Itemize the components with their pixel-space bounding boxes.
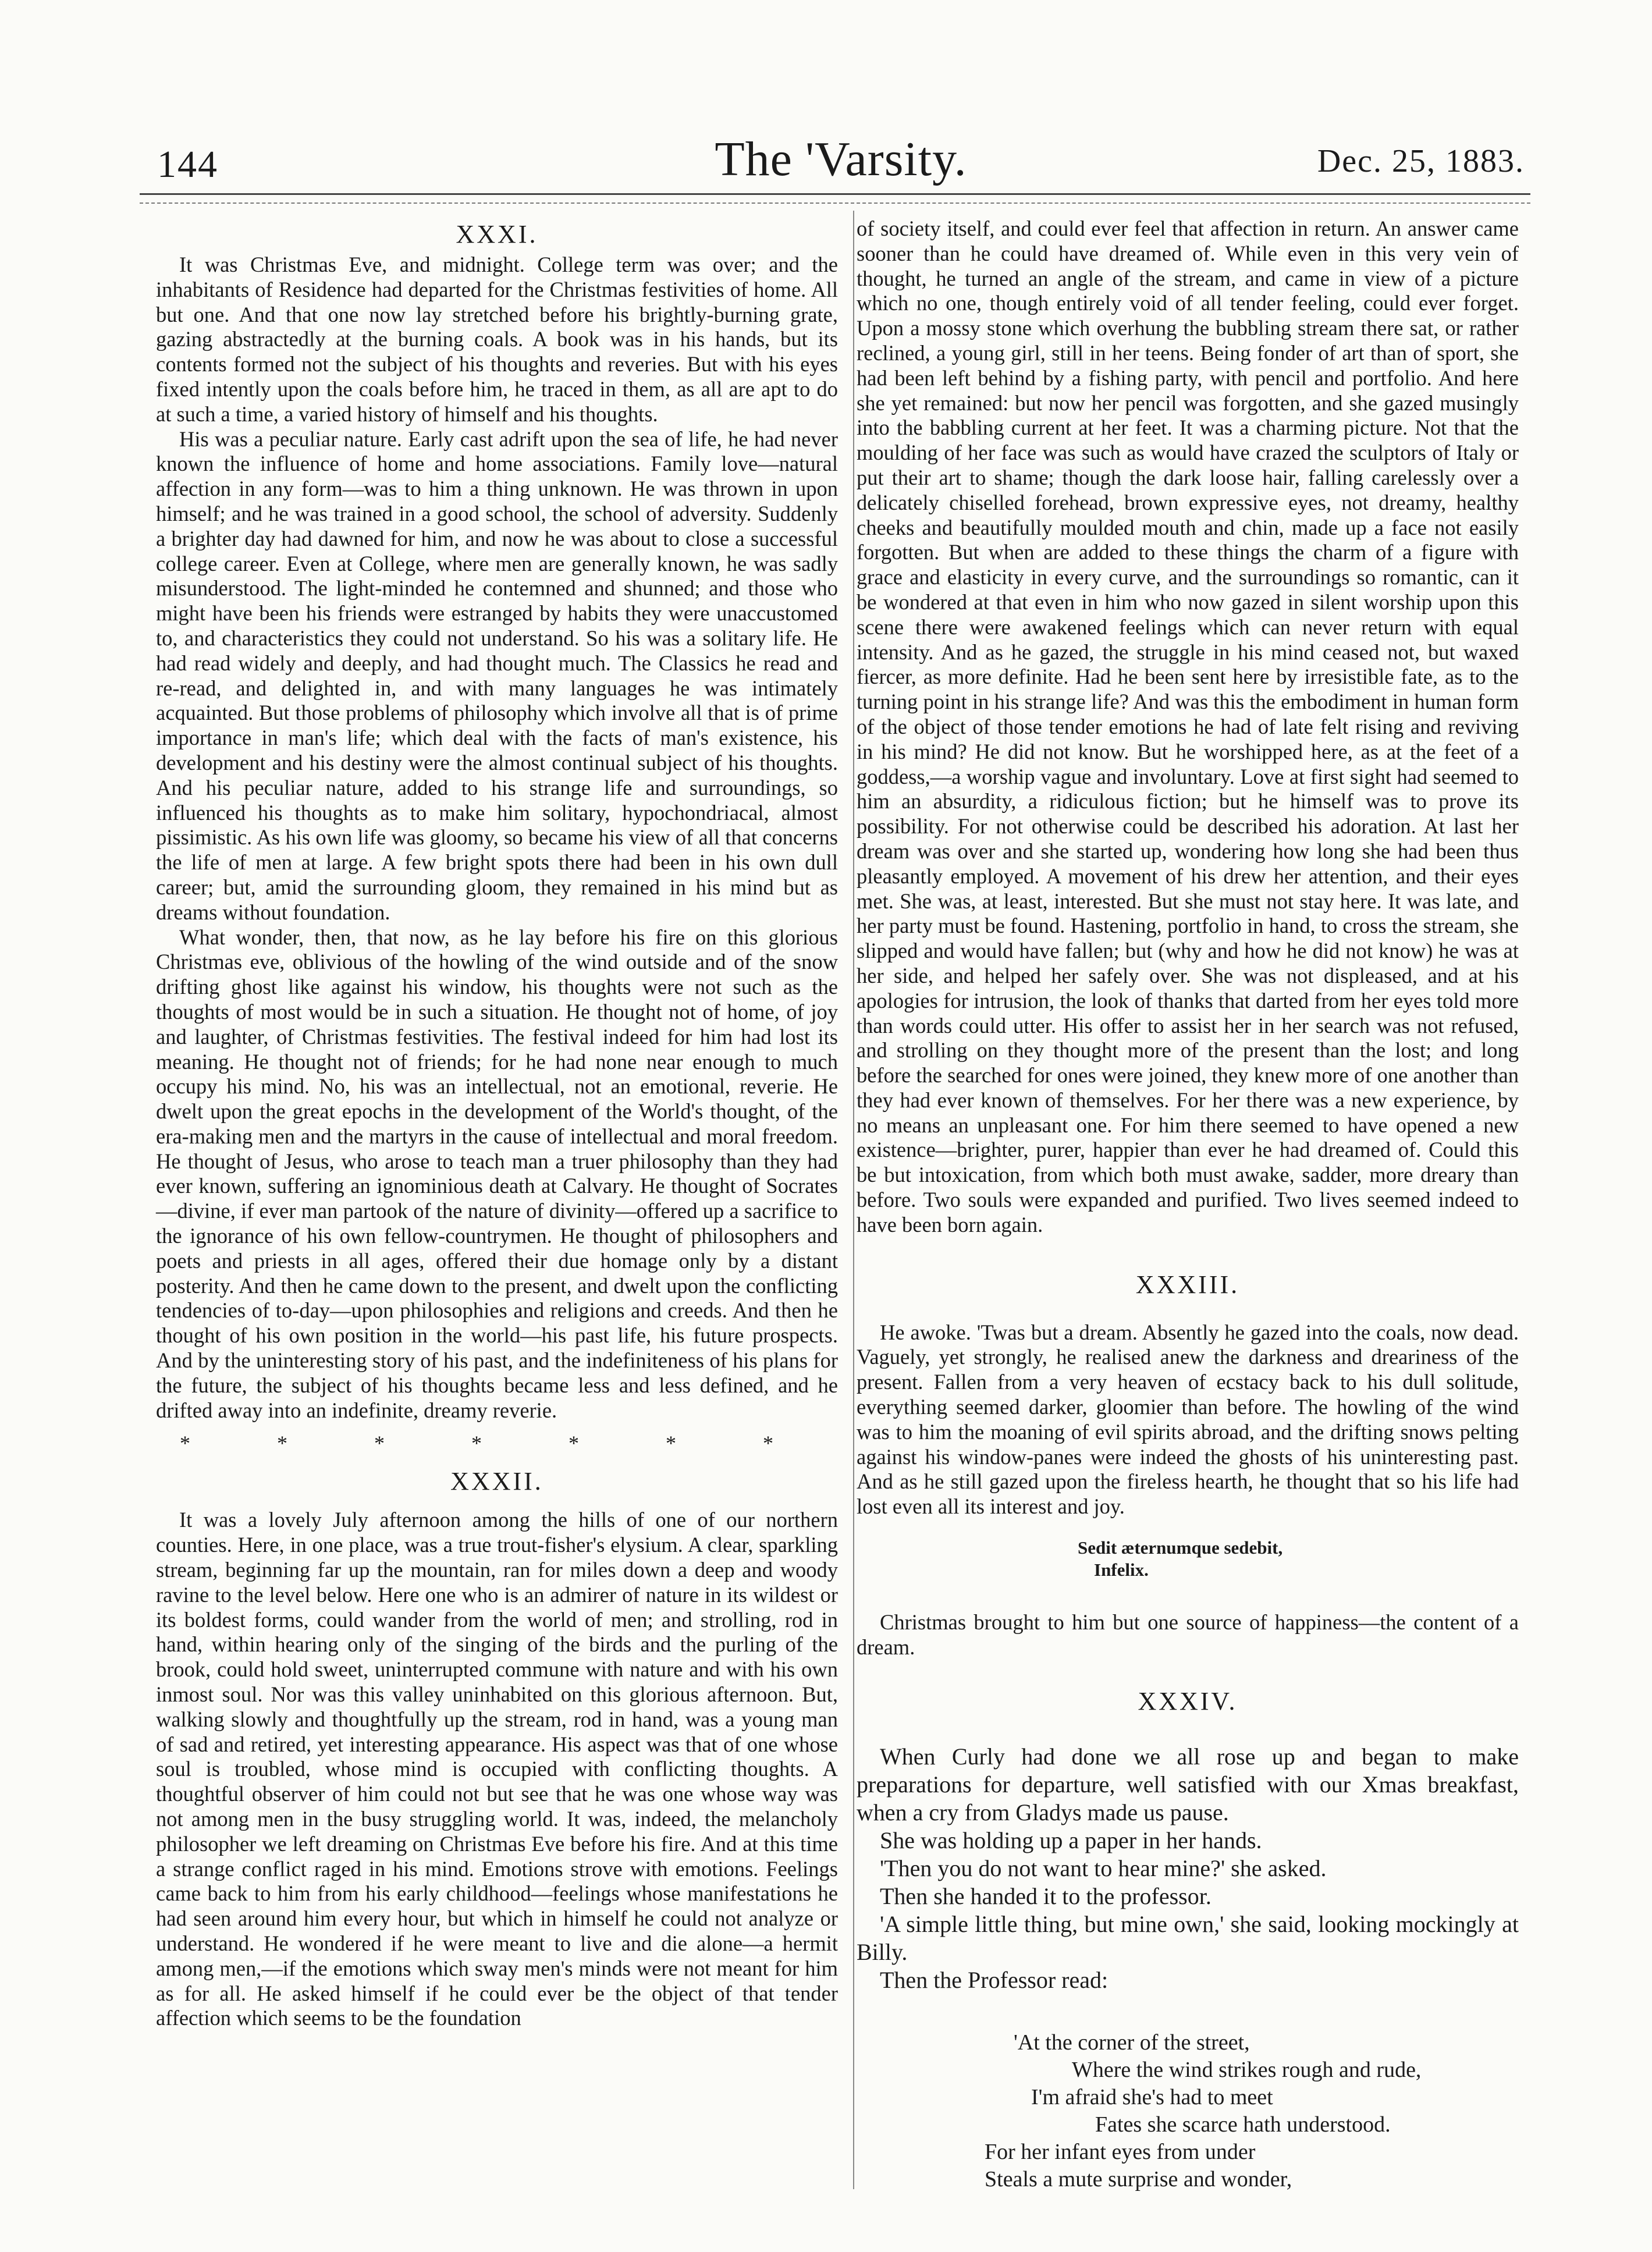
header-rule-dashed xyxy=(140,203,1530,204)
right-column xyxy=(857,216,1519,2193)
poem-line: I'm afraid she's had to meet xyxy=(1031,2084,1273,2109)
section-heading-xxxi: XXXI. xyxy=(456,220,538,248)
paragraph: It was a lovely July afternoon among the hills of one of our northern counties. Here, in one place, was a true trout-fisher's elysium. A clear, sparkling stream, beginning far up the mountain, ran for miles down a deep and woody ravine to the level below. Here one who is an admirer of nature in its wildest or its boldest forms, could wander from the world of men; and strolling, rod in hand, within hearing only of the singing of the birds and the purling of the brook, could hold sweet, uninterrupted commune with nature and with his own inmost soul. Nor was this valley uninhabited on this glorious afternoon. But, walking slowly and thoughtfully up the stream, rod in hand, was a young man of sad and retired, yet interesting appearance. His aspect was that of one whose soul is troubled, whose mind is occupied with conflicting thoughts. A thoughtful observer of him could not but see that he was one whose way was not among men in the busy struggling world. It was, indeed, the melancholy philosopher we left dreaming on Christmas Eve before his fire. And at this time a strange conflict raged in his mind. Emotions strove with emotions. Feelings came back to him from his early childhood—feelings whose manifestations he had seen around him every hour, but which in himself he could not analyze or understand. He wondered if he were meant to live and die alone—a hermit among men,—if the emotions which sway men's minds were not meant for him as for all. He asked himself if he could ever be the object of that tender affection which seems to be the foundation xyxy=(156,1508,838,2030)
column-divider xyxy=(853,211,854,2189)
poem-line: Steals a mute surprise and wonder, xyxy=(985,2166,1292,2191)
section-heading-xxxiii: XXXIII. xyxy=(1135,1270,1240,1299)
section-heading-xxxii: XXXII. xyxy=(450,1467,543,1496)
left-column xyxy=(156,216,838,2031)
latin-quotation xyxy=(1078,1537,1519,1581)
poem-line: Fates she scarce hath understood. xyxy=(1095,2112,1391,2137)
paragraph: His was a peculiar nature. Early cast adrift upon the sea of life, he had never known the influence of home and home associations. Family love—natural affection in any form—was to him a thing unknown. He was thrown in upon himself; and he was trained in a good school, the school of adversity. Suddenly a brighter day had dawned for him, and now he was about to close a successful college career. Even at College, where men are generally known, he was sadly misunderstood. The light-minded he contemned and shunned; and those who might have been his friends were estranged by habits they were unaccustomed to, and characteristics they could not understand. So his was a solitary life. He had read widely and deeply, and had thought much. The Classics he read and re-read, and delighted in, and with many languages he was intimately acquainted. But those problems of philosophy which involve all that is of prime importance in man's life; which deal with the facts of man's existence, his development and his destiny were the almost continual subject of his thoughts. And his peculiar nature, added to his strange life and surroundings, so influenced his thoughts as to make him solitary, hypochondriacal, almost pissimistic. As his own life was gloomy, so became his view of all that concerns the life of men at large. A few bright spots there had been in his own dull career; but, amid the surrounding gloom, they remained in his mind but as dreams without foundation. xyxy=(156,427,838,924)
masthead xyxy=(157,131,1525,195)
header-rule xyxy=(140,193,1530,195)
quote-line: Infelix. xyxy=(1094,1560,1149,1580)
paragraph: When Curly had done we all rose up and began to make preparations for departure, well satisfied with our Xmas breakfast, when a cry from Gladys made us pause. xyxy=(857,1743,1519,1825)
quote-line: Sedit æternumque sedebit, xyxy=(1078,1537,1283,1558)
newspaper-title: The 'Varsity. xyxy=(715,132,967,186)
poem-line: Where the wind strikes rough and rude, xyxy=(1072,2057,1422,2082)
paragraph: He awoke. 'Twas but a dream. Absently he gazed into the coals, now dead. Vaguely, yet strongly, he realised anew the darkness and dreariness of the present. Fallen from a very heaven of ecstacy back to his dull solitude, everything seemed darker, gloomier than before. The howling of the wind was to him the moaning of evil spirits abroad, and the drifting snows pelting against his window-panes were indeed the ghosts of his uninteresting past. And as he still gazed upon the fireless hearth, he thought that so his life had lost even all its interest and joy. xyxy=(857,1320,1519,1519)
paragraph-continued: of society itself, and could ever feel that affection in return. An answer came sooner than he could have dreamed of. While even in this very vein of thought, he turned an angle of the stream, and came in view of a picture which no one, though entirely void of all tender feeling, could ever forget. Upon a mossy stone which overhung the bubbling stream there sat, or rather reclined, a young girl, still in her teens. Being fonder of art than of sport, she had been left behind by a fishing party, with pencil and portfolio. And here she yet remained: but now her pencil was forgotten, and she gazed musingly into the babbling current at her feet. It was a charming picture. Not that the moulding of her face was such as would have crazed the sculptors of Italy or put their art to shame; though the dark loose hair, falling carelessly over a delicately chiselled forehead, brown expressive eyes, not dreamy, healthy cheeks and beautifully moulded mouth and chin, made up a face not easily forgotten. But when are added to these things the charm of a figure with grace and elasticity in every curve, and the surroundings so romantic, can it be wondered at that even in him who now gazed in silent worship upon this scene there were awakened feelings which can never return with equal intensity. And as he gazed, the struggle in his mind ceased not, but waxed fiercer, as more definite. Had he been sent here by irresistible fate, as to the turning point in his strange life? And was this the embodiment in human form of the object of those tender emotions he had of late felt rising and reviving in his mind? He did not know. But he worshipped here, as at the feet of a goddess,—a worship vague and involuntary. Love at first sight had seemed to him an absurdity, a ridiculous fiction; but he himself was to prove its possibility. For not otherwise could be described his adoration. At last her dream was over and she started up, wondering how long she had been thus pleasantly employed. A movement of his drew her attention, and their eyes met. She was, at least, interested. But she must not stay here. It was late, and her party must be found. Hastening, portfolio in hand, to cross the stream, she slipped and would have fallen; but (why and how he did not know) he was at her side, and helped her safely over. She was not displeased, and at his apologies for intrusion, the look of thanks that darted from her eyes told more than words could utter. His offer to assist her in her search was not refused, and strolling on they thought more of the present than the lost; and long before the searched for ones were joined, they knew more of one another than they had ever known of themselves. For her there was a new experience, by no means an unpleasant one. For him there seemed to have opened a new existence—brighter, purer, happier than ever he had dreamed of. Could this be but intoxication, from which both must awake, sadder, more dreary than before. Two souls were expanded and purified. Two lives seemed indeed to have been born again. xyxy=(857,216,1519,1237)
section-separator-stars: * * * * * * * xyxy=(180,1432,814,1455)
paragraph: What wonder, then, that now, as he lay before his fire on this glorious Christmas eve, oblivious of the howling of the wind outside and of the snow drifting ghost like against his window, his thoughts were not such as the thoughts of most would be in such a situation. He thought not of home, of joy and laughter, of Christmas festivities. The festival indeed for him had lost its meaning. He thought not of friends; for he had none near enough to much occupy his mind. No, his was an intellectual, not an emotional, reverie. He dwelt upon the great epochs in the development of the World's thought, of the era-making men and the martyrs in the cause of intellectual and moral freedom. He thought of Jesus, who arose to teach man a truer philosophy than they had ever known, suffering an ignominious death at Calvary. He thought of Socrates—divine, if ever man partook of the nature of divinity—offered up a sacrifice to the ignorance of his own fellow-countrymen. He thought of philosophers and poets and priests in all ages, offered their due homage only by a distant posterity. And then he came down to the present, and dwelt upon the conflicting tendencies of to-day—upon philosophies and religions and creeds. And then he thought of his own position in the world—his past life, his future prospects. And by the uninteresting story of his past, and the indefiniteness of his plans for the future, the subject of his thoughts became less and less defined, and he drifted away into an indefinite, dreamy reverie. xyxy=(156,925,838,1422)
paragraph: Christmas brought to him but one source of happiness—the content of a dream. xyxy=(857,1610,1519,1659)
paragraph: Then the Professor read: xyxy=(880,1966,1109,1993)
paragraph: 'A simple little thing, but mine own,' she said, looking mockingly at Billy. xyxy=(857,1910,1519,1965)
page-number: 144 xyxy=(157,143,218,186)
paragraph: She was holding up a paper in her hands. xyxy=(880,1827,1262,1853)
poem-line: 'At the corner of the street, xyxy=(1014,2030,1250,2055)
paragraph: It was Christmas Eve, and midnight. College term was over; and the inhabitants of Residence had departed for the Christmas festivities of home. All but one. And that one now lay stretched before his brightly-burning grate, gazing abstractedly at the burning coals. A book was in his hands, but its contents formed not the subject of his thoughts and reveries. But with his eyes fixed intently upon the coals before him, he traced in them, as all are apt to do at such a time, a varied history of himself and his thoughts. xyxy=(156,253,838,426)
poem xyxy=(857,2029,1519,2193)
paragraph: 'Then you do not want to hear mine?' she asked. xyxy=(880,1855,1327,1881)
section-heading-xxxiv: XXXIV. xyxy=(1138,1686,1238,1715)
section-xxxiv-body xyxy=(857,1743,1519,1994)
issue-date: Dec. 25, 1883. xyxy=(1317,143,1525,179)
paragraph: Then she handed it to the professor. xyxy=(880,1882,1212,1909)
poem-line: For her infant eyes from under xyxy=(985,2139,1256,2164)
